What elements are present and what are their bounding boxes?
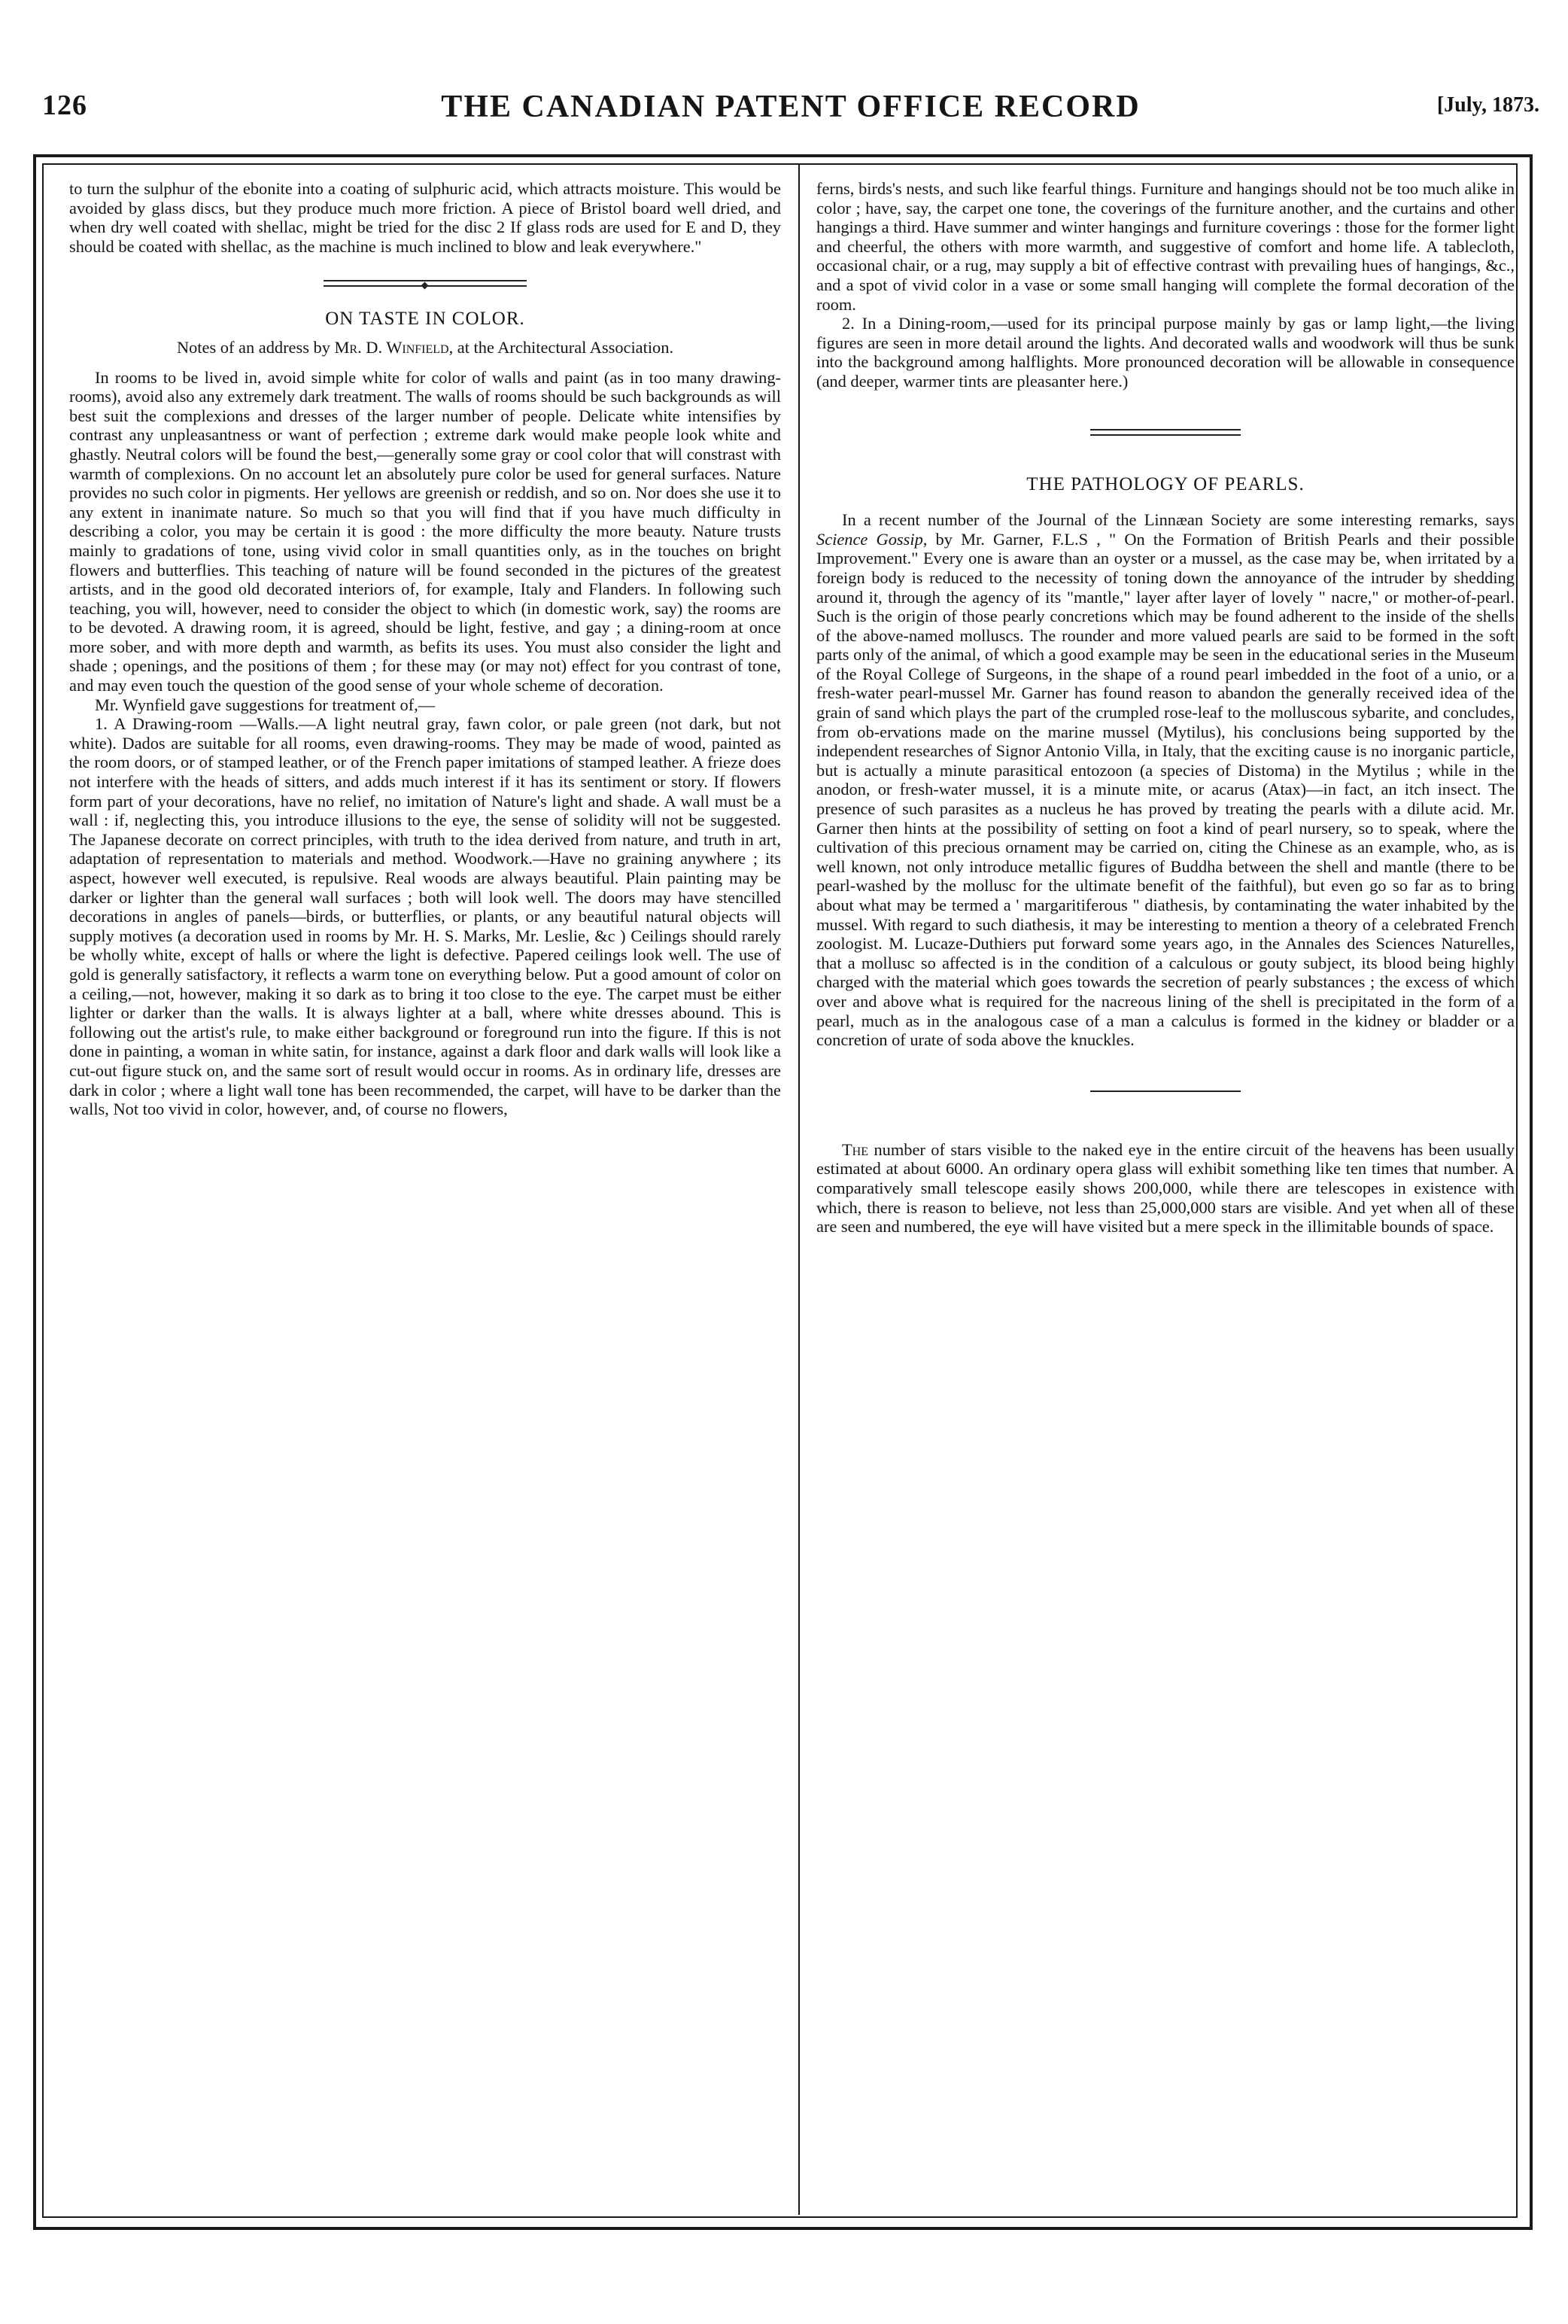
page-header (42, 89, 1539, 134)
continued-paragraph: to turn the sulphur of the ebonite into a coating of sulphuric acid, which attracts moisture. This would be avoided by glass discs, but they produce much more friction. A piece of Bristol board well dried, and when dry well coated with shellac, might be tried for the disc 2 If glass rods are used for E and D, they should be coated with shellac, as the machine is much inclined to blow and leak everywhere." (69, 179, 781, 256)
right-column (816, 179, 1515, 1237)
column-divider (798, 165, 800, 2215)
body-paragraph-stars: The number of stars visible to the naked eye in the entire circuit of the heavens has been usually estimated at about 6000. An ordinary opera glass will exhibit something like ten times that number. A comparatively small telescope easily shows 200,000, while there are telescopes in existence with which, there is reason to believe, not less than 25,000,000 stars are visible. And yet when all of these are seen and numbered, the eye will have visited but a mere speck in the illimitable bounds of space. (816, 1139, 1515, 1237)
article-title-taste-in-color: ON TASTE IN COLOR. (325, 309, 525, 330)
body-paragraph: Mr. Wynfield gave suggestions for treatment of,— (95, 695, 436, 714)
section-separator-ornament (324, 280, 527, 287)
body-paragraph: In a recent number of the Journal of the Linnæan Society are some interesting remarks, says Science Gossip, by Mr. Garner, F.L.S , " On the Formation of British Pearls and their possible Improvement." Every one is aware than an oyster or a mussel, as the case may be, when irritated by a foreign body is reduced to the necessity of toning down the annoyance of the intruder by shedding around it, through the agency of its "mantle," layer after layer of lovely " nacre," or mother-of-pearl. Such is the origin of those pearly concretions which may be found adherent to the inside of the shells of the above-named molluscs. The rounder and more valued pearls are said to be formed in the soft parts only of the animal, of which a good example may be seen in the educational series in the Museum of the Royal College of Surgeons, in the shape of a round pearl imbedded in the foot of a unio, or a fresh-water pearl-mussel Mr. Garner has found reason to abandon the generally received idea of the grain of sand which plays the part of the crumpled rose-leaf to the molluscous sybarite, and concludes, from ob-ervations made on the marine mussel (Mytilus), his conclusions being supported by the independent researches of Signor Antonio Villa, in Italy, that the exciting cause is no inorganic particle, but is actually a minute parasitical entozoon (a species of Distoma) in the Mytilus ; while in the anodon, or fresh-water mussel, it is a minute mite, or acarus (Atax)—in fact, an itch insect. The presence of such parasites as a nucleus he has proved by treating the pearls with a dilute acid. Mr. Garner then hints at the possibility of setting on foot a kind of pearl nursery, so to speak, where the cultivation of this precious ornament may be carried on, citing the Chinese as an example, who, as is well known, not only introduce metallic figures of Buddha between the shell and mantle (there to be pearl-washed by the mollusc for the ultimate benefit of the faithful), but even go so far as to bring about what may be termed a ' margaritiferous " diathesis, by contaminating the water inhabited by the mussel. With regard to such diathesis, it may be interesting to mention a theory of a celebrated French zoologist. M. Lucaze-Duthiers put forward some years ago, in the Annales des Sciences Naturelles, that a mollusc so affected is in the condition of a calculous or gouty subject, its blood being highly charged with the material which goes towards the secretion of pearly substances ; the excess of which over and above what is required for the nacreous lining of the shell is precipitated in the form of a pearl, much as in the analogous case of a man a calculus is formed in the kidney or bladder or a concretion of urate of soda above the knuckles. (816, 510, 1515, 1050)
article-title-pathology-of-pearls: THE PATHOLOGY OF PEARLS. (1026, 473, 1305, 494)
continued-paragraph: ferns, birds's nests, and such like fearful things. Furniture and hangings should not be too much alike in color ; have, say, the carpet one tone, the coverings of the furniture another, and the curtains and other hangings a third. Have summer and winter hangings and furniture coverings : those for the former light and cheerful, the others with more warmth, and suggestive of comfort and home life. A tablecloth, occasional chair, or a rug, may supply a bit of effective contrast with prevailing hues of hangings, &c., and a spot of vivid color in a vase or some small hanging will complete the formal decoration of the room. (816, 179, 1515, 314)
section-separator (1090, 429, 1241, 436)
publication-reference: Science Gossip (816, 529, 923, 549)
author-name: Mr. D. Winfield (334, 337, 449, 357)
body-paragraph: 1. A Drawing-room —Walls.—A light neutral gray, fawn color, or pale green (not dark, but not white). Dados are suitable for all rooms, even drawing-rooms. They may be made of wood, painted as the room doors, or of stamped leather, or of the French paper imitations of stamped leather. A frieze does not interfere with the heads of sitters, and adds much interest if it has its sentiment or story. If flowers form part of your decorations, have no relief, no imitation of Nature's light and shade. A wall must be a wall : if, neglecting this, you introduce illusions to the eye, the sense of solidity will not be suggested. The Japanese decorate on correct principles, with truth to the idea derived from nature, and truth in art, adaptation of representation to materials and method. Woodwork.—Have no graining anywhere ; its aspect, however well executed, is repulsive. Real woods are always beautiful. Plain painting may be darker or lighter than the general wall surfaces ; both will look well. The doors may have stencilled decorations in angles of panels—birds, or butterflies, or plants, or any beautiful natural objects will supply motives (a decoration used in rooms by Mr. H. S. Marks, Mr. Leslie, &c ) Ceilings should rarely be wholly white, except of halls or where the light is defective. Papered ceilings look well. The use of gold is generally satisfactory, it reflects a warm tone on everything below. Put a good amount of color on a ceiling,—not, however, making it so dark as to bring it too close to the eye. The carpet must be either lighter or darker than the walls. It is always lighter at a ball, where white dresses abound. This is following out the artist's rule, to make either background or foreground run into the figure. If this is not done in painting, a woman in white satin, for instance, against a dark floor and dark walls will look like a cut-out figure stuck on, and the same sort of result would occur in rooms. As in ordinary life, dresses are dark in color ; where a light wall tone has been recommended, the carpet, will have to be darker than the walls, Not too vivid in color, however, and, of course no flowers, (69, 714, 781, 1119)
body-paragraph: 2. In a Dining-room,—used for its principal purpose mainly by gas or lamp light,—the living figures are seen in more detail around the lights. And decorated walls and woodwork will thus be sunk into the background among halflights. More pronounced decoration will be allowable in consequence (and deeper, warmer tints are pleasanter here.) (816, 314, 1515, 391)
publication-title: THE CANADIAN PATENT OFFICE RECORD (441, 90, 1141, 124)
body-paragraph: In rooms to be lived in, avoid simple white for color of walls and paint (as in too many drawing-rooms), avoid also any extremely dark treatment. The walls of rooms should be such backgrounds as will best suit the complexions and dresses of the larger number of people. Delicate white intensifies by contrast any unpleasantness or want of perfection ; extreme dark would make people look white and ghastly. Neutral colors will be found the best,—generally some gray or cool color that will constrast with warmth of complexions. On no account let an absolutely pure color be used for general surfaces. Nature provides no such color in pigments. Her yellows are greenish or reddish, and so on. Nor does she use it to any extent in inanimate nature. So much so that you will find that if you have much difficulty in describing a color, you may be certain it is good : the more difficulty the more beauty. Nature trusts mainly to gradations of tone, using vivid color in small quantities only, as in the touches on bright flowers and butterflies. This teaching of nature will be found seconded in the pictures of the greatest artists, and in the good old decorated interiors of, for example, Italy and Flanders. In following such teaching, you will, however, need to consider the object to which (in domestic work, say) the rooms are to be devoted. A drawing room, it is agreed, should be light, festive, and gay ; a dining-room at once more sober, and with more depth and warmth, as befits its uses. You must also consider the light and shade ; openings, and the positions of them ; for these may (or may not) effect for you contrast of tone, and may even touch the question of the good sense of your whole scheme of decoration. (69, 367, 781, 695)
page-number: 126 (42, 90, 87, 121)
issue-date: [July, 1873. (1436, 93, 1539, 117)
left-column (69, 179, 781, 1119)
section-separator (1090, 1091, 1241, 1092)
article-subtitle: Notes of an address by Mr. D. Winfield, at the Architectural Association. (176, 337, 674, 357)
